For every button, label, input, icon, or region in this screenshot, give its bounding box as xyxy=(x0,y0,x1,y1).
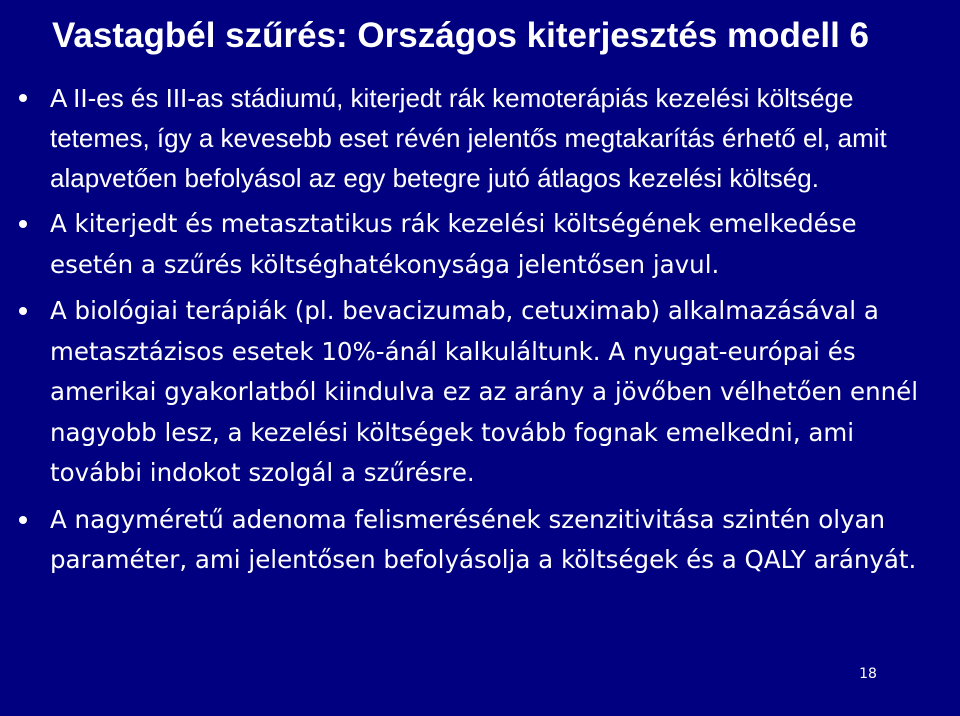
bullet-text: A nagyméretű adenoma felismerésének szenzitivitása szintén olyan paraméter, ami jelentősen befolyásolja a költségek és a QALY arányát. xyxy=(50,504,917,574)
bullet-dot-icon xyxy=(19,94,27,102)
bullet-dot-icon xyxy=(19,516,27,524)
bullet-item xyxy=(50,500,935,581)
page-number: 18 xyxy=(859,666,877,682)
slide-title: Vastagbél szűrés: Országos kiterjesztés modell 6 xyxy=(52,16,870,55)
bullet-text: A biológiai terápiák (pl. bevacizumab, cetuximab) alkalmazásával a metasztázisos esetek 10%-ánál kalkuláltunk. A nyugat-európai és amerikai gyakorlatból kiindulva ez az arány a jövőben vélhetően ennél nagyobb lesz, a kezelési költségek tovább fognak emelkedni, ami további indokot szolgál a szűrésre. xyxy=(50,296,919,487)
bullet-item xyxy=(50,78,935,198)
bullet-dot-icon xyxy=(19,220,27,228)
bullet-text: A kiterjedt és metasztatikus rák kezelési költségének emelkedése esetén a szűrés költséghatékonysága jelentősen javul. xyxy=(50,209,857,279)
bullet-dot-icon xyxy=(19,307,27,315)
bullet-item xyxy=(50,291,935,494)
bullet-item xyxy=(50,204,935,285)
bullet-text: A II-es és III-as stádiumú, kiterjedt rák kemoterápiás kezelési költsége tetemes, így a kevesebb eset révén jelentős megtakarítás érhető el, amit alapvetően befolyásol az egy betegre jutó átlagos kezelési költség. xyxy=(50,83,887,193)
bullet-list xyxy=(50,78,935,581)
